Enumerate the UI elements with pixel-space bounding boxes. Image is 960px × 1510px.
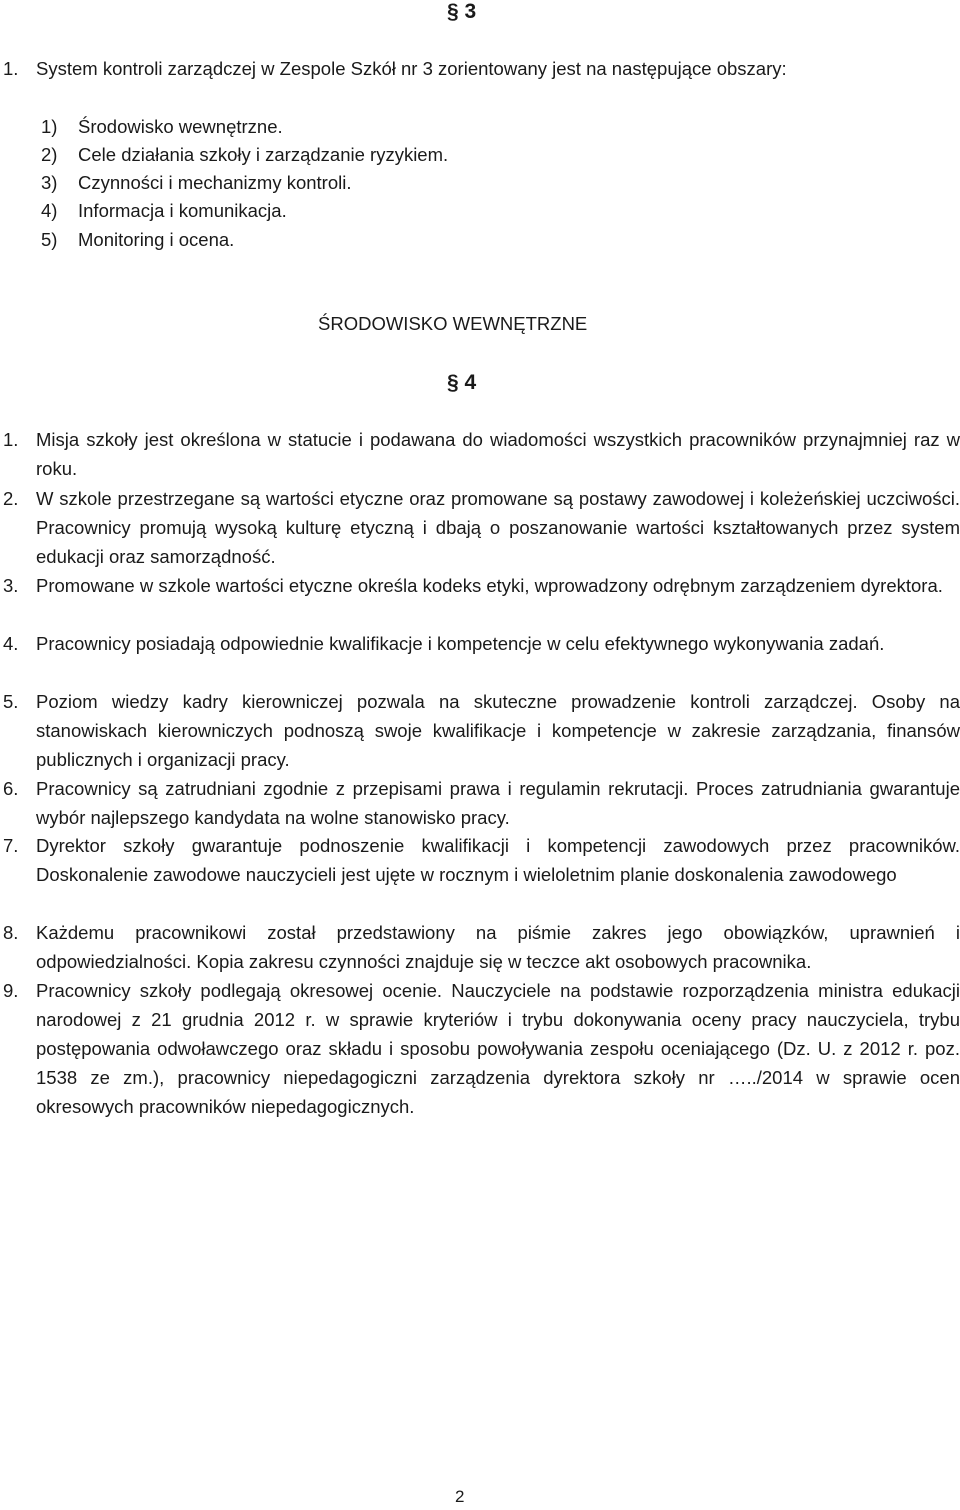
section-3-intro-text: System kontroli zarządczej w Zespole Szkół nr 3 zorientowany jest na następujące obszary: xyxy=(36,58,787,79)
item-1-number: 1. xyxy=(3,429,19,450)
area-4-number: 4) xyxy=(41,200,58,221)
item-4-number: 4. xyxy=(3,633,19,654)
item-9-number: 9. xyxy=(3,980,19,1001)
item-4-text: Pracownicy posiadają odpowiednie kwalifikacje i kompetencje w celu efektywnego wykonywania zadań. xyxy=(36,633,885,654)
item-6-text: Pracownicy są zatrudniani zgodnie z przepisami prawa i regulamin rekrutacji. Proces zatrudniania gwarantuje wybór najlepszego kandydata na wolne stanowisko pracy. xyxy=(36,778,960,828)
item-7-text: Dyrektor szkoły gwarantuje podnoszenie kwalifikacji i kompetencji zawodowych przez pracowników. Doskonalenie zawodowe nauczycieli jest ujęte w rocznym i wieloletnim planie doskonalenia zawodowego xyxy=(36,835,960,885)
area-4-text: Informacja i komunikacja. xyxy=(78,200,287,221)
section-3-intro-number: 1. xyxy=(3,58,19,79)
area-3-number: 3) xyxy=(41,172,58,193)
area-5-number: 5) xyxy=(41,229,58,250)
item-5-number: 5. xyxy=(3,691,19,712)
area-3-text: Czynności i mechanizmy kontroli. xyxy=(78,172,352,193)
area-1-number: 1) xyxy=(41,116,58,137)
item-3-number: 3. xyxy=(3,575,19,596)
item-5-text: Poziom wiedzy kadry kierowniczej pozwala na skuteczne prowadzenie kontroli zarządczej. Osoby na stanowiskach kierowniczych podnoszą swoje kwalifikacje i kompetencje w zakresie zarządzania, finansów publicznych i organizacji pracy. xyxy=(36,691,960,770)
item-6-number: 6. xyxy=(3,778,19,799)
section-heading: ŚRODOWISKO WEWNĘTRZNE xyxy=(318,313,588,334)
item-3-text: Promowane w szkole wartości etyczne określa kodeks etyki, wprowadzony odrębnym zarządzeniem dyrektora. xyxy=(36,575,943,596)
item-7-number: 7. xyxy=(3,835,19,856)
area-5-text: Monitoring i ocena. xyxy=(78,229,235,250)
item-9-text: Pracownicy szkoły podlegają okresowej ocenie. Nauczyciele na podstawie rozporządzenia ministra edukacji narodowej z 21 grudnia 2012 r. w sprawie kryteriów i trybu dokonywania oceny pracy nauczyciela, trybu postępowania odwoławczego oraz składu i sposobu powoływania zespołu oceniającego (Dz. U. z 2012 r. poz. 1538 ze zm.), pracownicy niepedagogiczni zarządzenia dyrektora szkoły nr …../2014 w sprawie ocen okresowych pracowników niepedagogicznych. xyxy=(36,980,960,1117)
item-1-text: Misja szkoły jest określona w statucie i podawana do wiadomości wszystkich pracowników przynajmniej raz w roku. xyxy=(36,429,960,479)
page-number: 2 xyxy=(455,1487,465,1506)
area-2-number: 2) xyxy=(41,144,58,165)
section-3-symbol: § 3 xyxy=(447,0,477,23)
item-8-text: Każdemu pracownikowi został przedstawiony na piśmie zakres jego obowiązków, uprawnień i odpowiedzialności. Kopia zakresu czynności znajduje się w teczce akt osobowych pracownika. xyxy=(36,922,960,972)
area-2-text: Cele działania szkoły i zarządzanie ryzykiem. xyxy=(78,144,449,165)
area-1-text: Środowisko wewnętrzne. xyxy=(78,116,283,137)
item-8-number: 8. xyxy=(3,922,19,943)
section-4-symbol: § 4 xyxy=(447,371,477,394)
item-2-number: 2. xyxy=(3,488,19,509)
item-2-text: W szkole przestrzegane są wartości etyczne oraz promowane są postawy zawodowej i koleżeńskiej uczciwości. Pracownicy promują wysoką kulturę etyczną i dbają o poszanowanie wartości kształtowanych przez system edukacji oraz samorządność. xyxy=(36,488,960,567)
